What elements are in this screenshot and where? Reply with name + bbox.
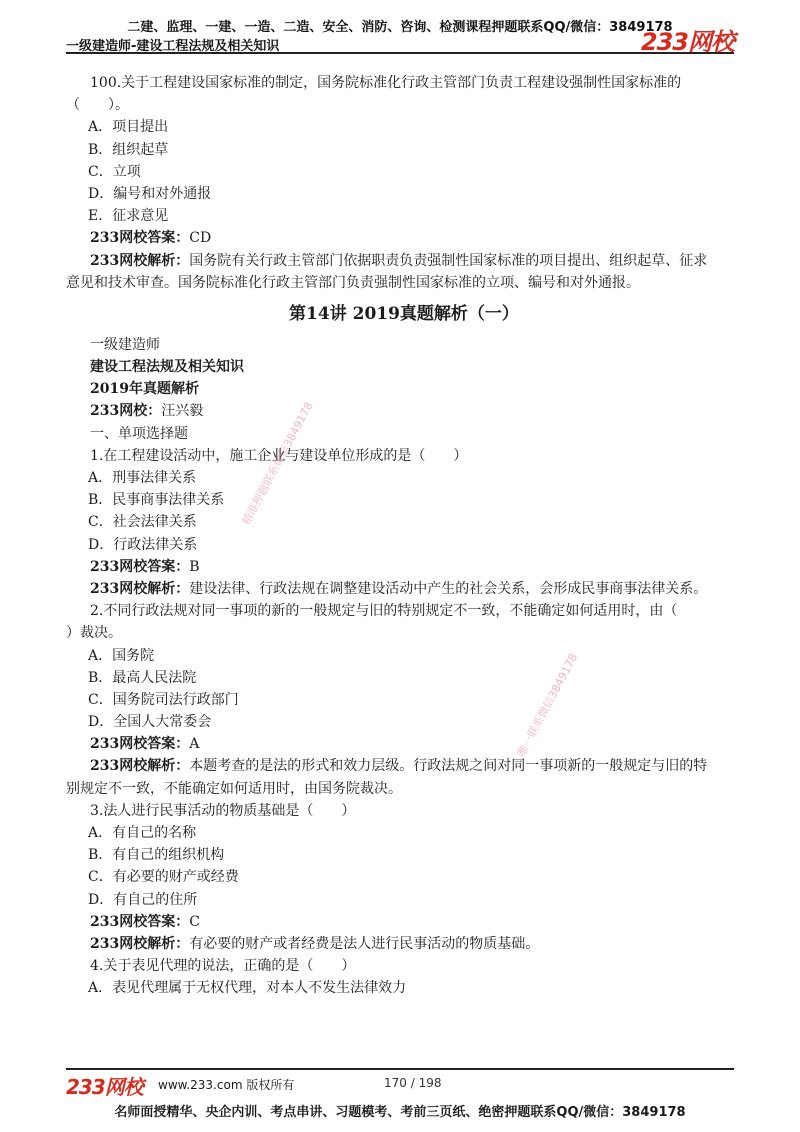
intro-line-3: 2019年真题解析: [90, 381, 199, 398]
analysis-label: 233网校解析：: [90, 758, 190, 775]
q2-analysis-line1: [66, 755, 742, 777]
q100-analysis-line2: 意见和技术审查。国务院标准化行政主管部门负责强制性国家标准的立项、编号和对外通报。: [66, 274, 640, 291]
q1-option-a: A．刑事法律关系: [88, 470, 197, 486]
q1-option-c: C．社会法律关系: [88, 514, 197, 531]
q100-analysis-line1: [66, 250, 742, 272]
analysis-text: 本题考查的是法的形式和效力层级。行政法规之间对同一事项新的一般规定与旧的特: [189, 758, 708, 775]
q2-stem-line1: 2.不同行政法规对同一事项的新的一般规定与旧的特别规定不一致，不能确定如何适用时，由（: [90, 603, 678, 620]
answer-value: CD: [189, 230, 212, 247]
q3-option-d: D．有自己的住所: [88, 891, 198, 908]
footer-rule: [66, 1068, 734, 1070]
answer-value: A: [189, 736, 200, 753]
watermark-1: 精准押题联系微信3849178: [239, 399, 316, 528]
q100-stem-line1: 100.关于工程建设国家标准的制定，国务院标准化行政主管部门负责工程建设强制性国家标准的: [90, 75, 682, 91]
q3-stem: 3.法人进行民事活动的物质基础是（ ）: [90, 802, 356, 819]
intro-line-1: 一级建造师: [90, 336, 160, 353]
footer-site: www.233.com 版权所有: [158, 1078, 295, 1092]
analysis-label: 233网校解析：: [90, 252, 190, 269]
q100-option-d: D．编号和对外通报: [88, 185, 212, 202]
page-header-note: 二建、监理、一建、一造、二造、安全、消防、咨询、检测课程押题联系QQ/微信：3849178: [127, 20, 673, 35]
watermark-2: 唯一联系微信3849178: [514, 651, 581, 760]
analysis-text: 有必要的财产或者经费是法人进行民事活动的物质基础。: [189, 935, 540, 952]
q100-option-a: A．项目提出: [88, 119, 169, 136]
answer-label: 233网校答案：: [90, 558, 190, 575]
analysis-label: 233网校解析：: [90, 935, 190, 952]
q3-option-a: A．有自己的名称: [88, 825, 197, 841]
q4-option-a: A．表见代理属于无权代理，对本人不发生法律效力: [88, 980, 407, 997]
part-heading: 一、单项选择题: [90, 425, 188, 442]
answer-label: 233网校答案：: [90, 913, 190, 930]
q2-answer: [66, 733, 742, 755]
q100-option-e: E．征求意见: [88, 208, 169, 225]
q100-answer: [66, 227, 742, 249]
q4-stem: 4.关于表见代理的说法，正确的是（ ）: [90, 958, 356, 975]
q3-analysis: [66, 933, 742, 955]
answer-label: 233网校答案：: [90, 736, 190, 753]
q100-option-c: C．立项: [88, 163, 141, 180]
header-rule: [66, 52, 734, 54]
q1-option-b: B．民事商事法律关系: [88, 492, 225, 509]
answer-value: B: [189, 558, 200, 575]
page-header-subtitle: 一级建造师-建设工程法规及相关知识: [66, 39, 280, 54]
teacher-name: 汪兴毅: [161, 403, 204, 420]
q3-option-b: B．有自己的组织机构: [88, 847, 225, 864]
q2-analysis-line2: 别规定不一致，不能确定如何适用时，由国务院裁决。: [66, 780, 402, 797]
q1-analysis: [66, 578, 742, 600]
q2-option-a: A．国务院: [88, 647, 155, 664]
answer-label: 233网校答案：: [90, 230, 190, 247]
q3-answer: [66, 911, 742, 933]
teacher-line: [66, 400, 742, 422]
q2-option-c: C．国务院司法行政部门: [88, 691, 239, 708]
q2-stem-line2: ）裁决。: [66, 625, 122, 642]
q1-stem: 1.在工程建设活动中，施工企业与建设单位形成的是（ ）: [90, 447, 468, 464]
brand-logo-top: 233网校: [640, 28, 734, 56]
q1-answer: [66, 556, 742, 578]
intro-line-2: 建设工程法规及相关知识: [90, 359, 244, 376]
analysis-text: 建设法律、行政法规在调整建设活动中产生的社会关系，会形成民事商事法律关系。: [189, 580, 708, 597]
document-body: [66, 72, 742, 1000]
q100-stem-line2: （ ）。: [66, 97, 129, 114]
section-title: 第14讲 2019真题解析（一）: [289, 303, 519, 324]
analysis-text: 国务院有关行政主管部门依据职责负责强制性国家标准的项目提出、组织起草、征求: [189, 252, 708, 269]
analysis-label: 233网校解析：: [90, 580, 190, 597]
q2-option-d: D．全国人大常委会: [88, 714, 212, 731]
footer-note: 名师面授精华、央企内训、考点串讲、习题模考、考前三页纸、绝密押题联系QQ/微信：3849178: [114, 1105, 686, 1120]
page-number: 170 / 198: [384, 1076, 442, 1090]
q1-option-d: D．行政法律关系: [88, 536, 198, 553]
teacher-label: 233网校：: [90, 403, 162, 420]
q2-option-b: B．最高人民法院: [88, 669, 197, 686]
q3-option-c: C．有必要的财产或经费: [88, 869, 239, 886]
answer-value: C: [189, 913, 200, 930]
q100-option-b: B．组织起草: [88, 141, 169, 158]
brand-logo-bottom: 233网校: [66, 1075, 143, 1099]
